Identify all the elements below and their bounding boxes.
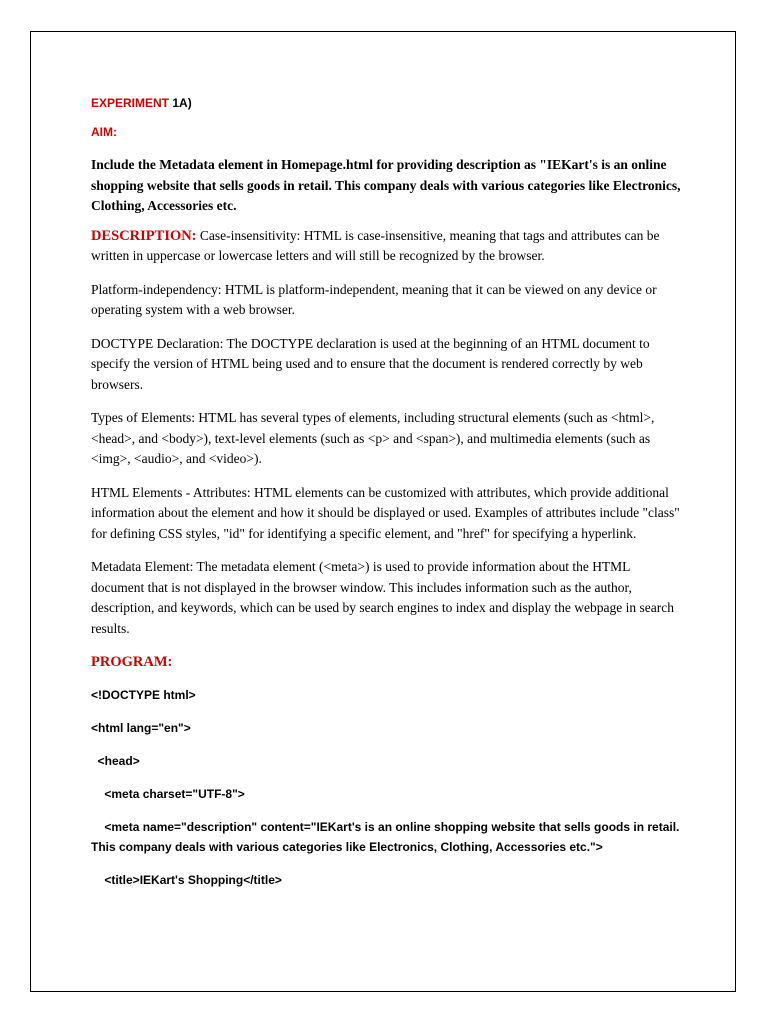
program-label: PROGRAM: [91, 654, 173, 670]
description-text-1: Case-insensitivity: HTML is case-insensitive, meaning that tags and attributes can be written in uppercase or lowercase letters and will still be recognized by the browser. [91, 227, 660, 263]
description-label: DESCRIPTION: [91, 227, 197, 244]
code-line: <!DOCTYPE html> [91, 687, 196, 702]
code-line: <html lang="en"> [91, 720, 191, 735]
code-line: <head> [91, 753, 140, 768]
description-paragraph-6: Metadata Element: The metadata element (<meta>) is used to provide information about the HTML document that is not displayed in the browser window. This includes information such as the author, description, and keywords, which can be used by search engines to index and display the webpage in search results. [91, 559, 674, 636]
code-line: <meta name="description" content="IEKart's is an online shopping website that sells goods in retail. This company deals with various categories like Electronics, Clothing, Accessories etc."> [91, 819, 683, 854]
description-paragraph-5: HTML Elements - Attributes: HTML elements can be customized with attributes, which provide additional information about the element and how it should be displayed or used. Examples of attributes include "class" for defining CSS styles, "id" for identifying a specific element, and "href" for specifying a hyperlink. [91, 484, 680, 541]
document-page [30, 31, 736, 992]
description-paragraph-2: Platform-independency: HTML is platform-independent, meaning that it can be viewed on any device or operating system with a web browser. [91, 281, 657, 317]
description-paragraph-4: Types of Elements: HTML has several types of elements, including structural elements (such as <html>, <head>, and <body>), text-level elements (such as <p> and <span>), and multimedia elements (such as <img>, <audio>, and <video>). [91, 410, 655, 466]
experiment-number: 1A) [172, 96, 192, 110]
description-paragraph-3: DOCTYPE Declaration: The DOCTYPE declaration is used at the beginning of an HTML document to specify the version of HTML being used and to ensure that the document is rendered correctly by web browsers. [91, 335, 650, 392]
document-content [91, 96, 681, 903]
experiment-label: EXPERIMENT [91, 96, 170, 110]
code-line: <meta charset="UTF-8"> [91, 786, 245, 801]
aim-text: Include the Metadata element in Homepage.html for providing description as "IEKart's is an online shopping website that sells goods in retail. This company deals with various categories like Electronics, Clothing, Accessories etc. [91, 157, 681, 213]
experiment-heading [91, 96, 681, 110]
code-line: <title>IEKart's Shopping</title> [91, 872, 282, 887]
description-paragraph-1 [91, 226, 681, 267]
aim-label: AIM: [91, 125, 117, 139]
